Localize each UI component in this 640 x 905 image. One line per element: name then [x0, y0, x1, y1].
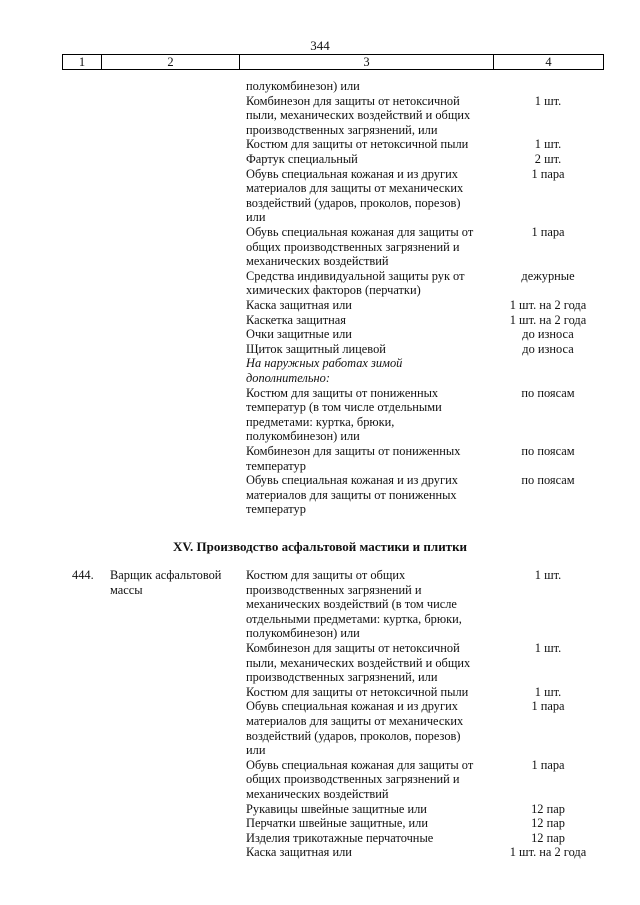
- column-header-3: 3: [240, 55, 494, 70]
- item-description-line: Обувь специальная кожаная и из других: [246, 699, 458, 714]
- item-description-line: Костюм для защиты от нетоксичной пыли: [246, 137, 469, 152]
- item-description-line: Каскетка защитная: [246, 312, 346, 327]
- item-quantity: 1 пара: [531, 757, 565, 772]
- item-description-line: материалов для защиты от механических: [246, 714, 464, 728]
- column-header-2: 2: [102, 55, 240, 70]
- item-quantity: 1 шт.: [534, 641, 562, 655]
- item-description-line: Обувь специальная кожаная и из других: [246, 166, 458, 181]
- item-description-line: температур: [246, 458, 306, 473]
- item-description-line: Средства индивидуальной защиты рук от: [246, 268, 465, 283]
- item-description-line: пыли, механических воздействий и общих: [246, 108, 471, 123]
- item-description-line: температур: [246, 502, 306, 517]
- item-quantity: 2 шт.: [534, 152, 562, 166]
- item-description-line: полукомбинезон) или: [246, 79, 360, 93]
- item-description-line: На наружных работах зимой: [246, 356, 403, 371]
- item-description-line: полукомбинезон) или: [246, 626, 360, 641]
- item-description-line: материалов для защиты от механических: [246, 181, 464, 196]
- item-quantity: 1 шт. на 2 года: [509, 312, 587, 327]
- item-description-line: Щиток защитный лицевой: [246, 341, 386, 356]
- item-description-line: Очки защитные или: [246, 327, 352, 342]
- item-description-line: или: [246, 210, 266, 225]
- item-description-line: Каска защитная или: [246, 845, 352, 860]
- item-description-line: Фартук специальный: [246, 152, 358, 166]
- item-description-line: Костюм для защиты от пониженных: [246, 385, 439, 400]
- item-description-line: Изделия трикотажные перчаточные: [246, 830, 434, 845]
- item-quantity: 1 пара: [531, 166, 565, 181]
- profession-name: [110, 568, 221, 597]
- item-description-line: Костюм для защиты от общих: [246, 568, 406, 582]
- item-description-line: пыли, механических воздействий и общих: [246, 655, 471, 670]
- item-description-line: производственных загрязнений, или: [246, 122, 438, 137]
- item-description-line: температур (в том числе отдельными: [246, 400, 442, 415]
- item-description-line: Костюм для защиты от нетоксичной пыли: [246, 684, 469, 699]
- item-description-line: Перчатки швейные защитные, или: [246, 816, 428, 831]
- item-description-line: химических факторов (перчатки): [246, 283, 421, 298]
- item-quantity: по поясам: [521, 385, 575, 400]
- section-title: XV. Производство асфальтовой мастики и плитки: [172, 539, 468, 554]
- item-description-line: Рукавицы швейные защитные или: [246, 801, 427, 816]
- item-description-line: предметами: куртка, брюки,: [246, 414, 395, 429]
- item-quantity: 1 пара: [531, 225, 565, 239]
- item-quantity: 1 шт. на 2 года: [509, 298, 587, 312]
- item-quantity: 1 шт.: [534, 568, 562, 582]
- entry-number: 444.: [72, 568, 94, 582]
- item-description-line: Обувь специальная кожаная и из других: [246, 473, 458, 488]
- item-description-line: общих производственных загрязнений и: [246, 772, 460, 787]
- item-description-line: воздействий (ударов, проколов, порезов): [246, 195, 461, 210]
- item-description-line: механических воздействий: [246, 787, 389, 801]
- item-description-line: общих производственных загрязнений и: [246, 239, 460, 254]
- profession-line: Варщик асфальтовой: [110, 568, 222, 582]
- item-description-line: полукомбинезон) или: [246, 429, 360, 444]
- item-quantity: до износа: [522, 341, 574, 356]
- item-quantity: 1 шт.: [534, 137, 562, 152]
- item-quantity: 1 шт.: [534, 93, 562, 108]
- item-quantity: по поясам: [521, 473, 575, 488]
- item-description-line: Комбинезон для защиты от пониженных: [246, 444, 461, 458]
- item-quantity: до износа: [522, 327, 574, 342]
- item-description-line: производственных загрязнений, или: [246, 670, 438, 685]
- item-description-line: механических воздействий (в том числе: [246, 597, 457, 612]
- item-quantity: по поясам: [521, 444, 575, 458]
- column-header-1: 1: [63, 55, 102, 70]
- item-description-line: дополнительно:: [246, 371, 330, 385]
- item-description-line: Комбинезон для защиты от нетоксичной: [246, 93, 460, 108]
- item-description-line: Обувь специальная кожаная для защиты от: [246, 757, 474, 772]
- item-quantity: 1 пара: [531, 699, 565, 714]
- item-description-line: отдельными предметами: куртка, брюки,: [246, 611, 462, 626]
- item-quantity: 12 пар: [531, 816, 565, 831]
- item-description-line: Каска защитная или: [246, 298, 352, 312]
- item-quantity: 12 пар: [531, 801, 565, 816]
- profession-line: массы: [110, 582, 143, 597]
- item-description-line: или: [246, 743, 266, 758]
- item-description-line: материалов для защиты от пониженных: [246, 487, 457, 502]
- item-description-line: Обувь специальная кожаная для защиты от: [246, 225, 474, 239]
- item-quantity: дежурные: [521, 268, 575, 283]
- item-quantity: 1 шт.: [534, 684, 562, 699]
- item-description-line: Комбинезон для защиты от нетоксичной: [246, 641, 460, 655]
- item-quantity: 12 пар: [531, 830, 565, 845]
- item-description-line: воздействий (ударов, проколов, порезов): [246, 728, 461, 743]
- column-header-table: [62, 54, 604, 70]
- item-quantity: 1 шт. на 2 года: [509, 845, 587, 860]
- column-header-4: 4: [494, 55, 604, 70]
- item-description-line: механических воздействий: [246, 254, 389, 269]
- item-description-line: производственных загрязнений и: [246, 582, 422, 597]
- page-number: 344: [310, 38, 330, 53]
